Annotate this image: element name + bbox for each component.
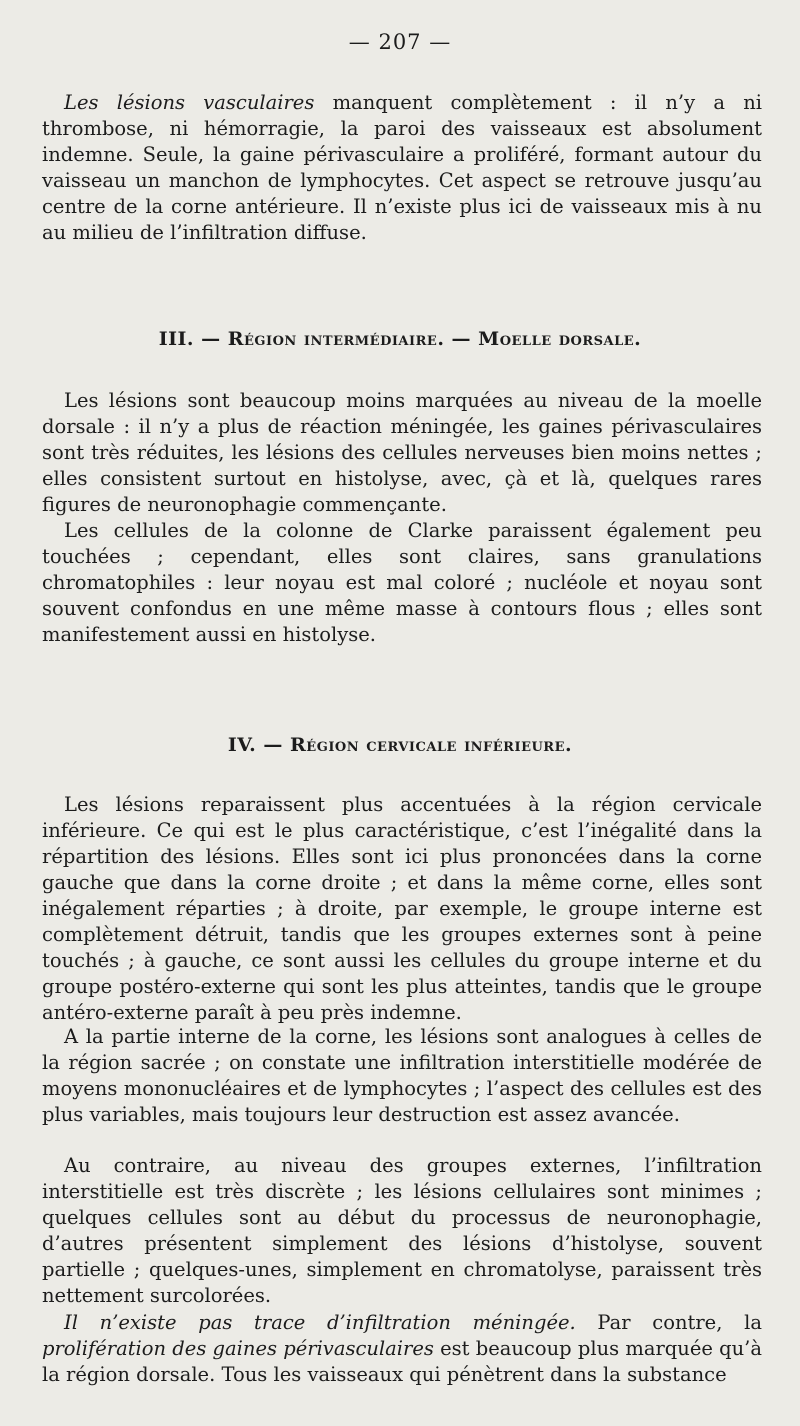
page-number: — 207 — <box>348 30 452 54</box>
section-3-paragraph-1: Les lésions sont beaucoup moins marquées au niveau de la moelle dorsale : il n’y a plus de réaction méningée, les gaines périvasculaires sont très réduites, les lésions des cellules nerveuses bien moins nettes ; elles consistent surtout en histolyse, avec, çà et là, quelques rares figures de neuronophagie commençante. <box>42 389 762 516</box>
section-4-paragraph-4 <box>42 1310 762 1388</box>
intro-paragraph <box>42 90 762 246</box>
paragraph-4-text-2: est beaucoup plus marquée qu’à la région dorsale. Tous les vaisseaux qui pénètrent dans la substance <box>42 1337 762 1386</box>
emphasis-perivascular: prolifération des gaines périvasculaires <box>42 1337 434 1360</box>
section-3-heading: III. — Région intermédiaire. — Moelle dorsale. <box>158 328 642 350</box>
section-4-paragraph-3: Au contraire, au niveau des groupes externes, l’infiltration interstitielle est très discrète ; les lésions cellulaires sont minimes ; quelques cellules sont au début du processus de neuronophagie, d’autres présentent simplement des lésions d’histolyse, souvent partielle ; quelques-unes, simplement en chromatolyse, paraissent très nettement surcolorées. <box>42 1154 762 1307</box>
intro-text: manquent complètement : il n’y a ni thrombose, ni hémorragie, la paroi des vaisseaux est absolument indemne. Seule, la gaine périvasculaire a proliféré, formant autour du vaisseau un manchon de lymphocytes. Cet aspect se retrouve jusqu’au centre de la corne antérieure. Il n’existe plus ici de vaisseaux mis à nu au milieu de l’infiltration diffuse. <box>42 91 762 244</box>
section-4-paragraph-2: A la partie interne de la corne, les lésions sont analogues à celles de la région sacrée ; on constate une infiltration interstitielle modérée de moyens mononucléaires et de lymphocytes ; l’aspect des cellules est des plus variables, mais toujours leur destruction est assez avancée. <box>42 1025 762 1126</box>
emphasis-meningeal: Il n’existe pas trace d’infiltration méningée. <box>64 1311 576 1334</box>
section-4-heading: IV. — Région cervicale inférieure. <box>227 734 573 756</box>
section-4-paragraph-1: Les lésions reparaissent plus accentuées à la région cervicale inférieure. Ce qui est le plus caractéristique, c’est l’inégalité dans la répartition des lésions. Elles sont ici plus prononcées dans la corne gauche que dans la corne droite ; et dans la même corne, elles sont inégalement réparties ; à droite, par exemple, le groupe interne est complètement détruit, tandis que les groupes externes sont à peine touchés ; à gauche, ce sont aussi les cellules du groupe interne et du groupe postéro-externe qui sont les plus atteintes, tandis que le groupe antéro-externe paraît à peu près indemne. <box>42 793 762 1024</box>
paragraph-4-text-1: Par contre, la <box>575 1311 762 1334</box>
section-3-paragraph-2: Les cellules de la colonne de Clarke paraissent également peu touchées ; cependant, elles sont claires, sans granulations chromatophiles : leur noyau est mal coloré ; nucléole et noyau sont souvent confondus en une même masse à contours flous ; elles sont manifestement aussi en histolyse. <box>42 519 762 646</box>
intro-emphasis: Les lésions vasculaires <box>64 91 315 114</box>
